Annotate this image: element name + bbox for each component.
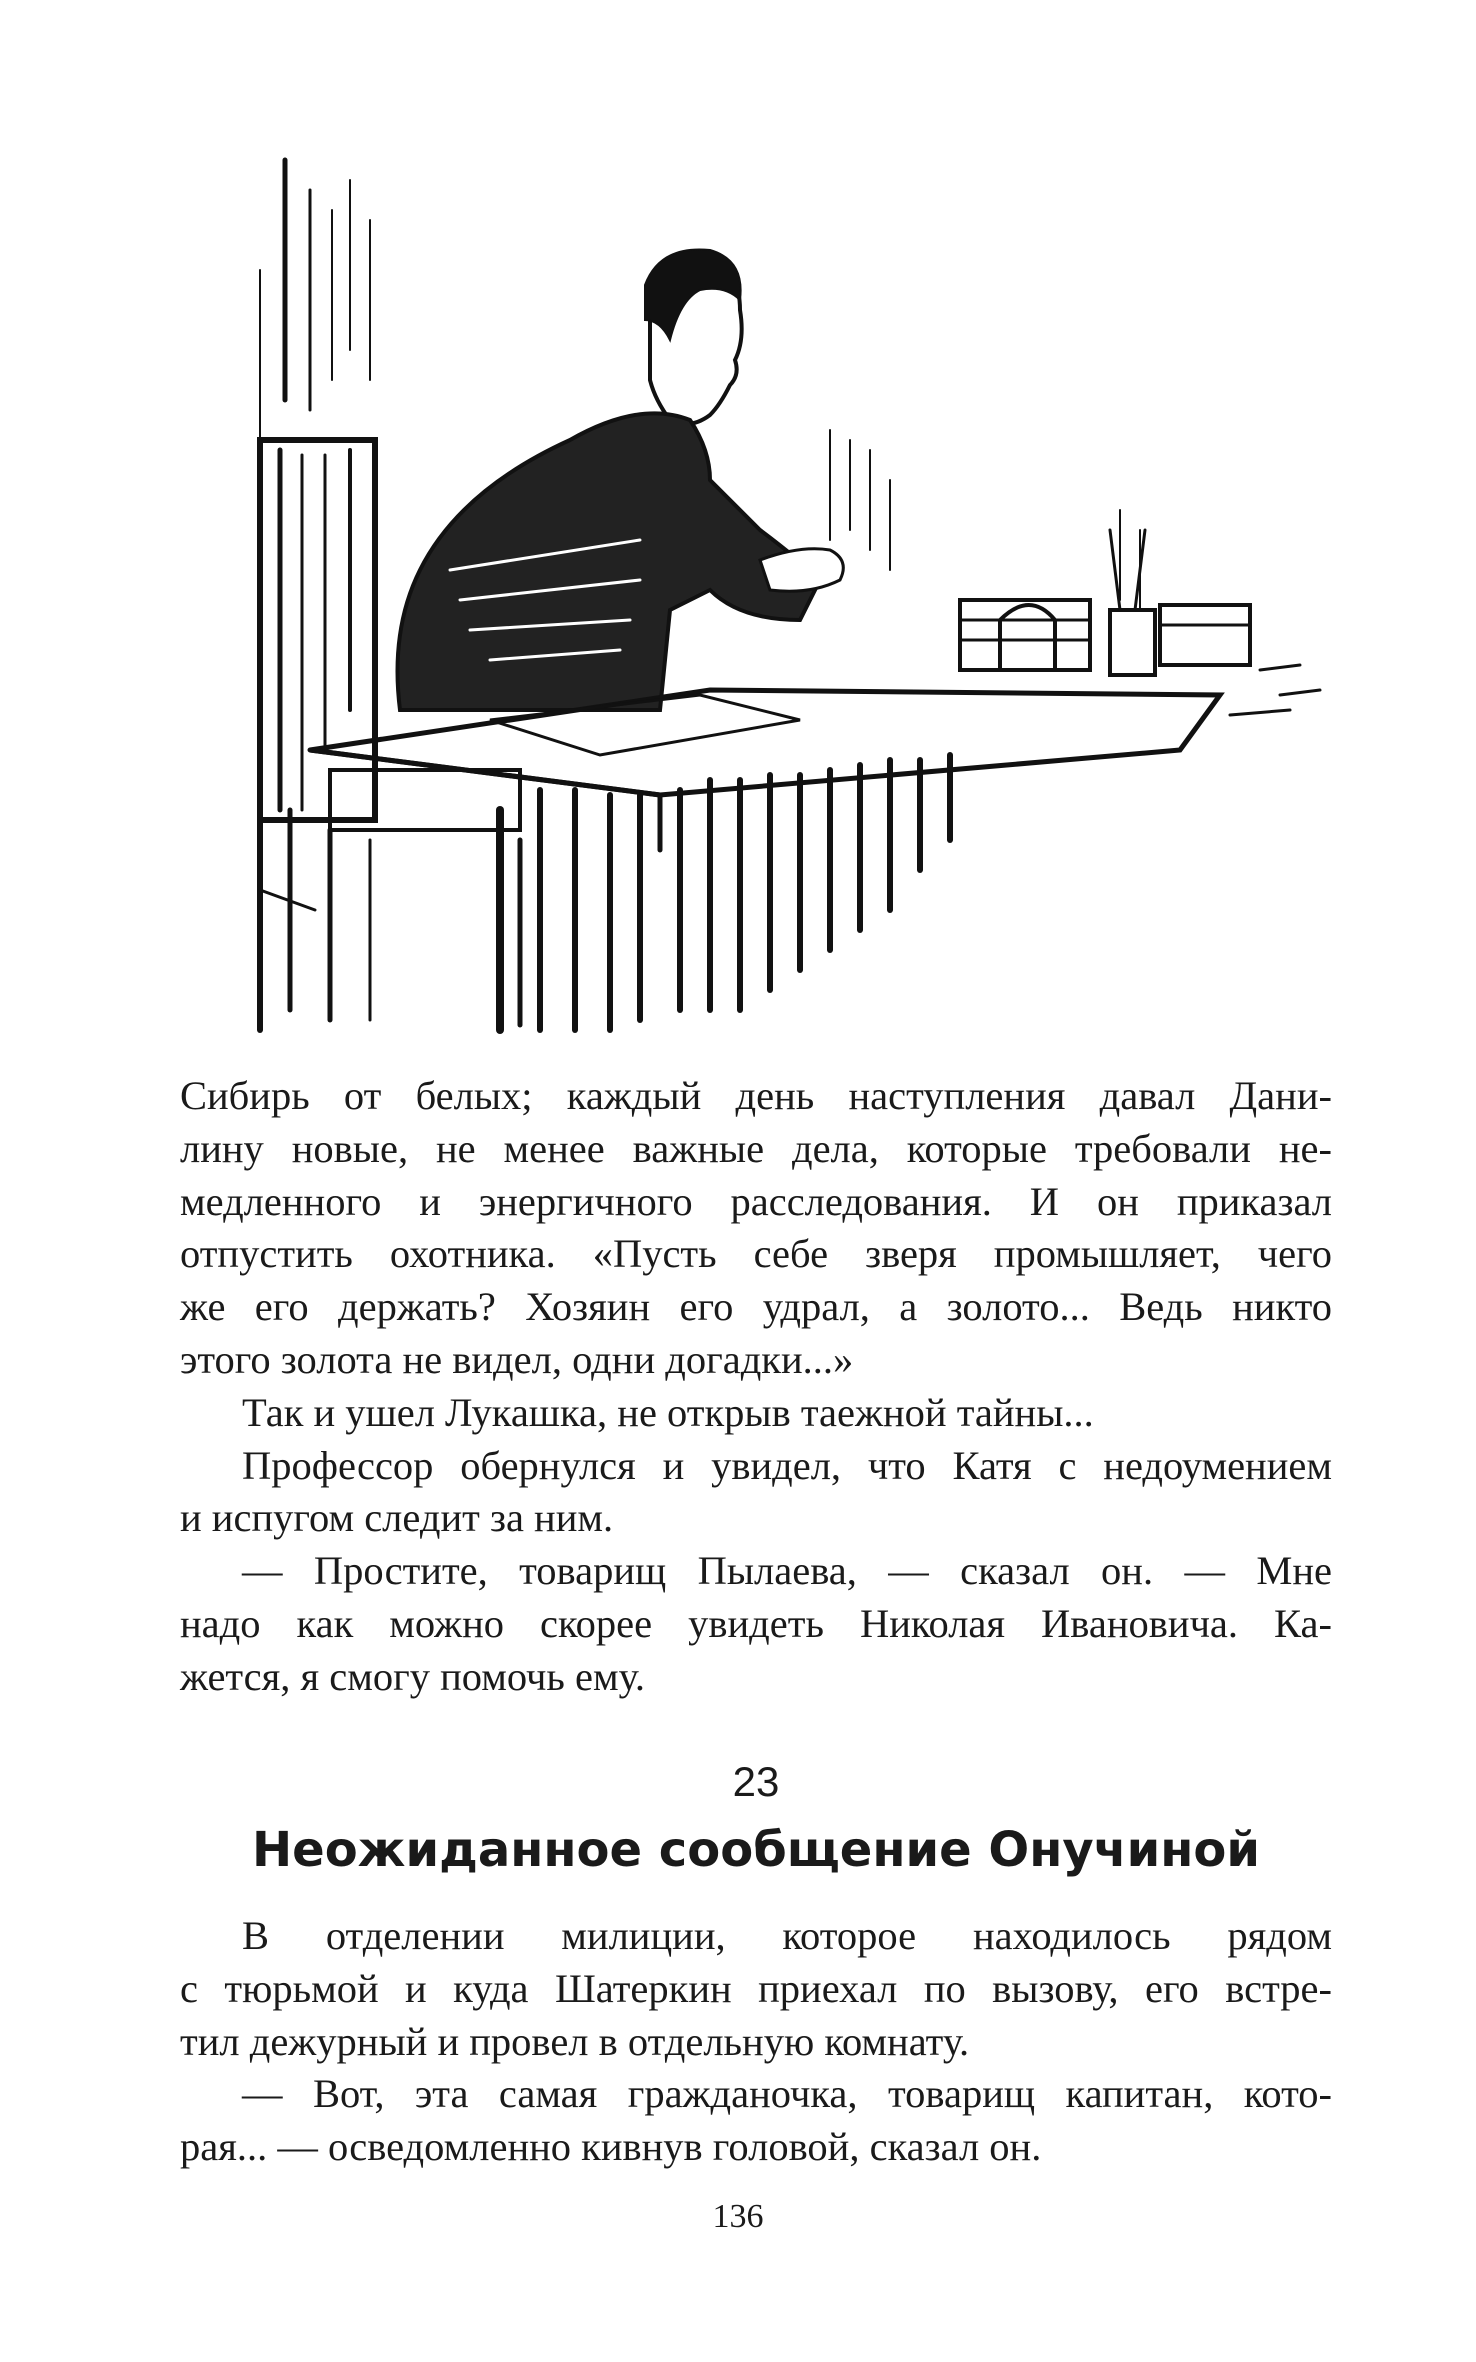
text-line: и испугом следит за ним. [180,1495,614,1541]
text-block-1 [180,1070,1332,1704]
chapter-number: 23 [732,1758,780,1805]
text-line: — Вот, эта самая гражданочка, товарищ капитан, кото- [242,2071,1332,2117]
chapter-title: Неожиданное сообщение Онучиной [251,1822,1261,1878]
text-line: Так и ушел Лукашка, не открыв таежной тайны... [242,1389,1094,1435]
text-line: лину новые, не менее важные дела, которые требовали не- [180,1125,1332,1171]
text-line: В отделении милиции, которое находилось рядом [242,1913,1332,1958]
text-line: с тюрьмой и куда Шатеркин приехал по вызову, его встре- [180,1965,1332,2011]
text-line: этого золота не видел, одни догадки...» [180,1336,854,1382]
text-block-2 [180,1910,1332,2174]
illustration-drawing [240,150,1340,1050]
text-line: Сибирь от белых; каждый день наступления давал Дани- [180,1073,1332,1118]
text-line: же его держать? Хозяин его удрал, а золото... Ведь никто [180,1284,1332,1330]
text-line: отпустить охотника. «Пусть себе зверя промышляет, чего [180,1231,1332,1277]
text-line: медленного и энергичного расследования. И он приказал [180,1178,1332,1224]
text-line: надо как можно скорее увидеть Николая Ивановича. Ка- [180,1600,1332,1646]
man-at-desk-illustration [240,150,1340,1050]
text-line: тил дежурный и провел в отдельную комнату. [180,2018,970,2064]
text-line: — Простите, товарищ Пылаева, — сказал он. — Мне [242,1548,1332,1594]
text-line: жется, я смогу помочь ему. [180,1653,645,1699]
page-number: 136 [712,2198,764,2235]
text-line: рая... — осведомленно кивнув головой, сказал он. [180,2124,1042,2170]
text-line: Профессор обернулся и увидел, что Катя с недоумением [242,1442,1332,1488]
